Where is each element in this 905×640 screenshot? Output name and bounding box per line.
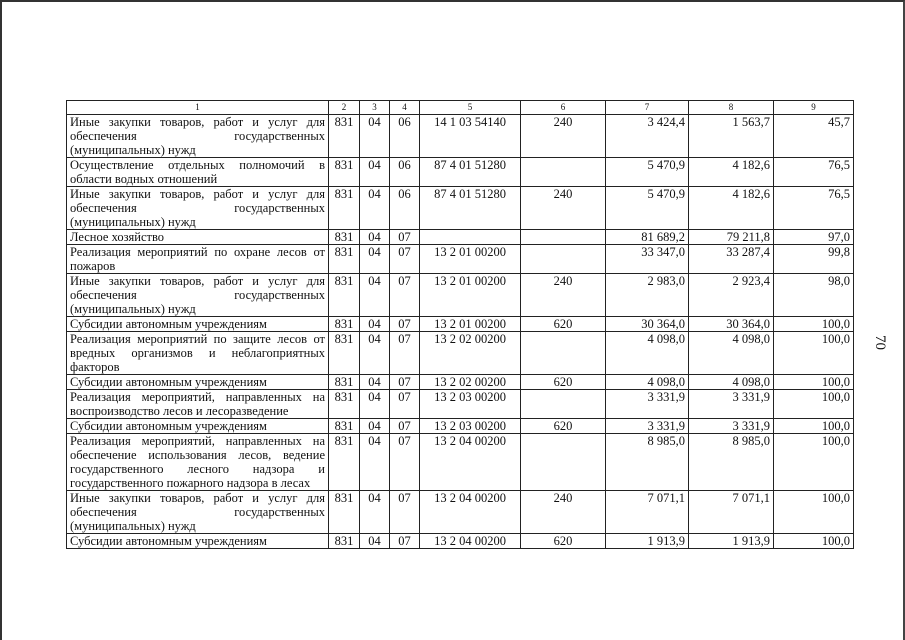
column-header: 5 xyxy=(420,101,521,115)
cell-planned-amount: 8 985,0 xyxy=(606,434,689,491)
cell-target-article: 14 1 03 54140 xyxy=(420,115,521,158)
table-row xyxy=(67,245,854,274)
cell-row-name: Иные закупки товаров, работ и услуг для обеспечения государственных (муниципальных) нужд xyxy=(67,115,329,158)
cell-expense-type xyxy=(521,158,606,187)
budget-table xyxy=(66,100,854,549)
column-header: 9 xyxy=(774,101,854,115)
cell-subsection-code: 07 xyxy=(390,390,420,419)
cell-target-article: 13 2 04 00200 xyxy=(420,534,521,549)
cell-ministry-code: 831 xyxy=(329,434,360,491)
cell-executed-amount: 79 211,8 xyxy=(689,230,774,245)
cell-target-article: 13 2 04 00200 xyxy=(420,434,521,491)
cell-planned-amount: 5 470,9 xyxy=(606,187,689,230)
cell-execution-percent: 100,0 xyxy=(774,390,854,419)
cell-row-name: Лесное хозяйство xyxy=(67,230,329,245)
cell-executed-amount: 3 331,9 xyxy=(689,390,774,419)
cell-planned-amount: 4 098,0 xyxy=(606,332,689,375)
cell-subsection-code: 07 xyxy=(390,274,420,317)
cell-expense-type: 620 xyxy=(521,317,606,332)
cell-execution-percent: 99,8 xyxy=(774,245,854,274)
cell-target-article: 13 2 04 00200 xyxy=(420,491,521,534)
cell-section-code: 04 xyxy=(360,491,390,534)
cell-ministry-code: 831 xyxy=(329,230,360,245)
cell-subsection-code: 07 xyxy=(390,491,420,534)
cell-target-article: 13 2 03 00200 xyxy=(420,390,521,419)
table-row xyxy=(67,419,854,434)
cell-planned-amount: 3 424,4 xyxy=(606,115,689,158)
cell-executed-amount: 33 287,4 xyxy=(689,245,774,274)
cell-subsection-code: 07 xyxy=(390,434,420,491)
cell-ministry-code: 831 xyxy=(329,375,360,390)
cell-executed-amount: 3 331,9 xyxy=(689,419,774,434)
cell-executed-amount: 4 098,0 xyxy=(689,332,774,375)
table-row xyxy=(67,187,854,230)
cell-ministry-code: 831 xyxy=(329,274,360,317)
cell-subsection-code: 07 xyxy=(390,245,420,274)
cell-execution-percent: 100,0 xyxy=(774,317,854,332)
cell-expense-type: 240 xyxy=(521,187,606,230)
cell-subsection-code: 07 xyxy=(390,534,420,549)
table-row xyxy=(67,274,854,317)
table-row xyxy=(67,390,854,419)
cell-expense-type: 240 xyxy=(521,491,606,534)
cell-row-name: Осуществление отдельных полномочий в области водных отношений xyxy=(67,158,329,187)
cell-target-article: 13 2 03 00200 xyxy=(420,419,521,434)
column-header: 8 xyxy=(689,101,774,115)
cell-subsection-code: 07 xyxy=(390,317,420,332)
cell-target-article xyxy=(420,230,521,245)
cell-row-name: Реализация мероприятий, направленных на воспроизводство лесов и лесоразведение xyxy=(67,390,329,419)
cell-executed-amount: 2 923,4 xyxy=(689,274,774,317)
cell-execution-percent: 76,5 xyxy=(774,187,854,230)
cell-execution-percent: 100,0 xyxy=(774,419,854,434)
table-row xyxy=(67,434,854,491)
cell-planned-amount: 2 983,0 xyxy=(606,274,689,317)
cell-executed-amount: 7 071,1 xyxy=(689,491,774,534)
cell-section-code: 04 xyxy=(360,375,390,390)
cell-ministry-code: 831 xyxy=(329,534,360,549)
cell-subsection-code: 07 xyxy=(390,230,420,245)
cell-row-name: Иные закупки товаров, работ и услуг для обеспечения государственных (муниципальных) нужд xyxy=(67,274,329,317)
table-row xyxy=(67,115,854,158)
cell-target-article: 87 4 01 51280 xyxy=(420,187,521,230)
cell-executed-amount: 8 985,0 xyxy=(689,434,774,491)
cell-row-name: Субсидии автономным учреждениям xyxy=(67,419,329,434)
table-row xyxy=(67,317,854,332)
cell-expense-type xyxy=(521,434,606,491)
cell-execution-percent: 100,0 xyxy=(774,534,854,549)
column-header: 3 xyxy=(360,101,390,115)
cell-ministry-code: 831 xyxy=(329,491,360,534)
cell-executed-amount: 4 182,6 xyxy=(689,158,774,187)
header-row xyxy=(67,101,854,115)
cell-execution-percent: 100,0 xyxy=(774,375,854,390)
cell-section-code: 04 xyxy=(360,390,390,419)
cell-expense-type: 240 xyxy=(521,274,606,317)
cell-execution-percent: 100,0 xyxy=(774,332,854,375)
cell-executed-amount: 30 364,0 xyxy=(689,317,774,332)
column-header: 6 xyxy=(521,101,606,115)
cell-ministry-code: 831 xyxy=(329,158,360,187)
cell-planned-amount: 33 347,0 xyxy=(606,245,689,274)
cell-execution-percent: 100,0 xyxy=(774,434,854,491)
table-row xyxy=(67,534,854,549)
column-header: 7 xyxy=(606,101,689,115)
cell-target-article: 13 2 02 00200 xyxy=(420,375,521,390)
cell-execution-percent: 76,5 xyxy=(774,158,854,187)
column-header: 2 xyxy=(329,101,360,115)
table-row xyxy=(67,230,854,245)
cell-planned-amount: 5 470,9 xyxy=(606,158,689,187)
table-row xyxy=(67,491,854,534)
cell-expense-type: 620 xyxy=(521,419,606,434)
cell-subsection-code: 07 xyxy=(390,375,420,390)
cell-expense-type: 240 xyxy=(521,115,606,158)
cell-target-article: 13 2 02 00200 xyxy=(420,332,521,375)
cell-target-article: 13 2 01 00200 xyxy=(420,274,521,317)
cell-section-code: 04 xyxy=(360,158,390,187)
cell-subsection-code: 06 xyxy=(390,115,420,158)
column-header: 1 xyxy=(67,101,329,115)
cell-planned-amount: 30 364,0 xyxy=(606,317,689,332)
cell-execution-percent: 97,0 xyxy=(774,230,854,245)
cell-row-name: Реализация мероприятий, направленных на обеспечение использования лесов, ведение государственного лесного надзора и государственного пожарного надзора в лесах xyxy=(67,434,329,491)
cell-expense-type xyxy=(521,332,606,375)
cell-section-code: 04 xyxy=(360,317,390,332)
cell-execution-percent: 45,7 xyxy=(774,115,854,158)
page-number: 70 xyxy=(872,335,888,350)
cell-row-name: Реализация мероприятий по охране лесов от пожаров xyxy=(67,245,329,274)
cell-subsection-code: 06 xyxy=(390,158,420,187)
cell-row-name: Реализация мероприятий по защите лесов от вредных организмов и неблагоприятных факторов xyxy=(67,332,329,375)
cell-executed-amount: 4 182,6 xyxy=(689,187,774,230)
cell-section-code: 04 xyxy=(360,230,390,245)
cell-subsection-code: 06 xyxy=(390,187,420,230)
cell-target-article: 13 2 01 00200 xyxy=(420,245,521,274)
cell-executed-amount: 1 563,7 xyxy=(689,115,774,158)
cell-section-code: 04 xyxy=(360,245,390,274)
cell-expense-type xyxy=(521,230,606,245)
cell-execution-percent: 100,0 xyxy=(774,491,854,534)
table-row xyxy=(67,158,854,187)
cell-execution-percent: 98,0 xyxy=(774,274,854,317)
cell-planned-amount: 7 071,1 xyxy=(606,491,689,534)
cell-ministry-code: 831 xyxy=(329,115,360,158)
cell-target-article: 87 4 01 51280 xyxy=(420,158,521,187)
cell-section-code: 04 xyxy=(360,274,390,317)
table-row xyxy=(67,332,854,375)
cell-target-article: 13 2 01 00200 xyxy=(420,317,521,332)
cell-planned-amount: 3 331,9 xyxy=(606,419,689,434)
cell-section-code: 04 xyxy=(360,332,390,375)
cell-executed-amount: 4 098,0 xyxy=(689,375,774,390)
cell-ministry-code: 831 xyxy=(329,187,360,230)
column-header: 4 xyxy=(390,101,420,115)
cell-section-code: 04 xyxy=(360,115,390,158)
table-row xyxy=(67,375,854,390)
cell-ministry-code: 831 xyxy=(329,245,360,274)
cell-planned-amount: 3 331,9 xyxy=(606,390,689,419)
cell-expense-type: 620 xyxy=(521,534,606,549)
cell-expense-type xyxy=(521,390,606,419)
cell-section-code: 04 xyxy=(360,534,390,549)
cell-planned-amount: 81 689,2 xyxy=(606,230,689,245)
cell-ministry-code: 831 xyxy=(329,332,360,375)
cell-row-name: Иные закупки товаров, работ и услуг для обеспечения государственных (муниципальных) нужд xyxy=(67,187,329,230)
cell-row-name: Субсидии автономным учреждениям xyxy=(67,375,329,390)
cell-expense-type: 620 xyxy=(521,375,606,390)
cell-row-name: Субсидии автономным учреждениям xyxy=(67,317,329,332)
cell-subsection-code: 07 xyxy=(390,419,420,434)
cell-row-name: Иные закупки товаров, работ и услуг для обеспечения государственных (муниципальных) нужд xyxy=(67,491,329,534)
cell-section-code: 04 xyxy=(360,187,390,230)
cell-executed-amount: 1 913,9 xyxy=(689,534,774,549)
cell-section-code: 04 xyxy=(360,419,390,434)
cell-planned-amount: 1 913,9 xyxy=(606,534,689,549)
cell-ministry-code: 831 xyxy=(329,317,360,332)
cell-expense-type xyxy=(521,245,606,274)
cell-row-name: Субсидии автономным учреждениям xyxy=(67,534,329,549)
cell-section-code: 04 xyxy=(360,434,390,491)
cell-ministry-code: 831 xyxy=(329,390,360,419)
cell-ministry-code: 831 xyxy=(329,419,360,434)
cell-planned-amount: 4 098,0 xyxy=(606,375,689,390)
cell-subsection-code: 07 xyxy=(390,332,420,375)
